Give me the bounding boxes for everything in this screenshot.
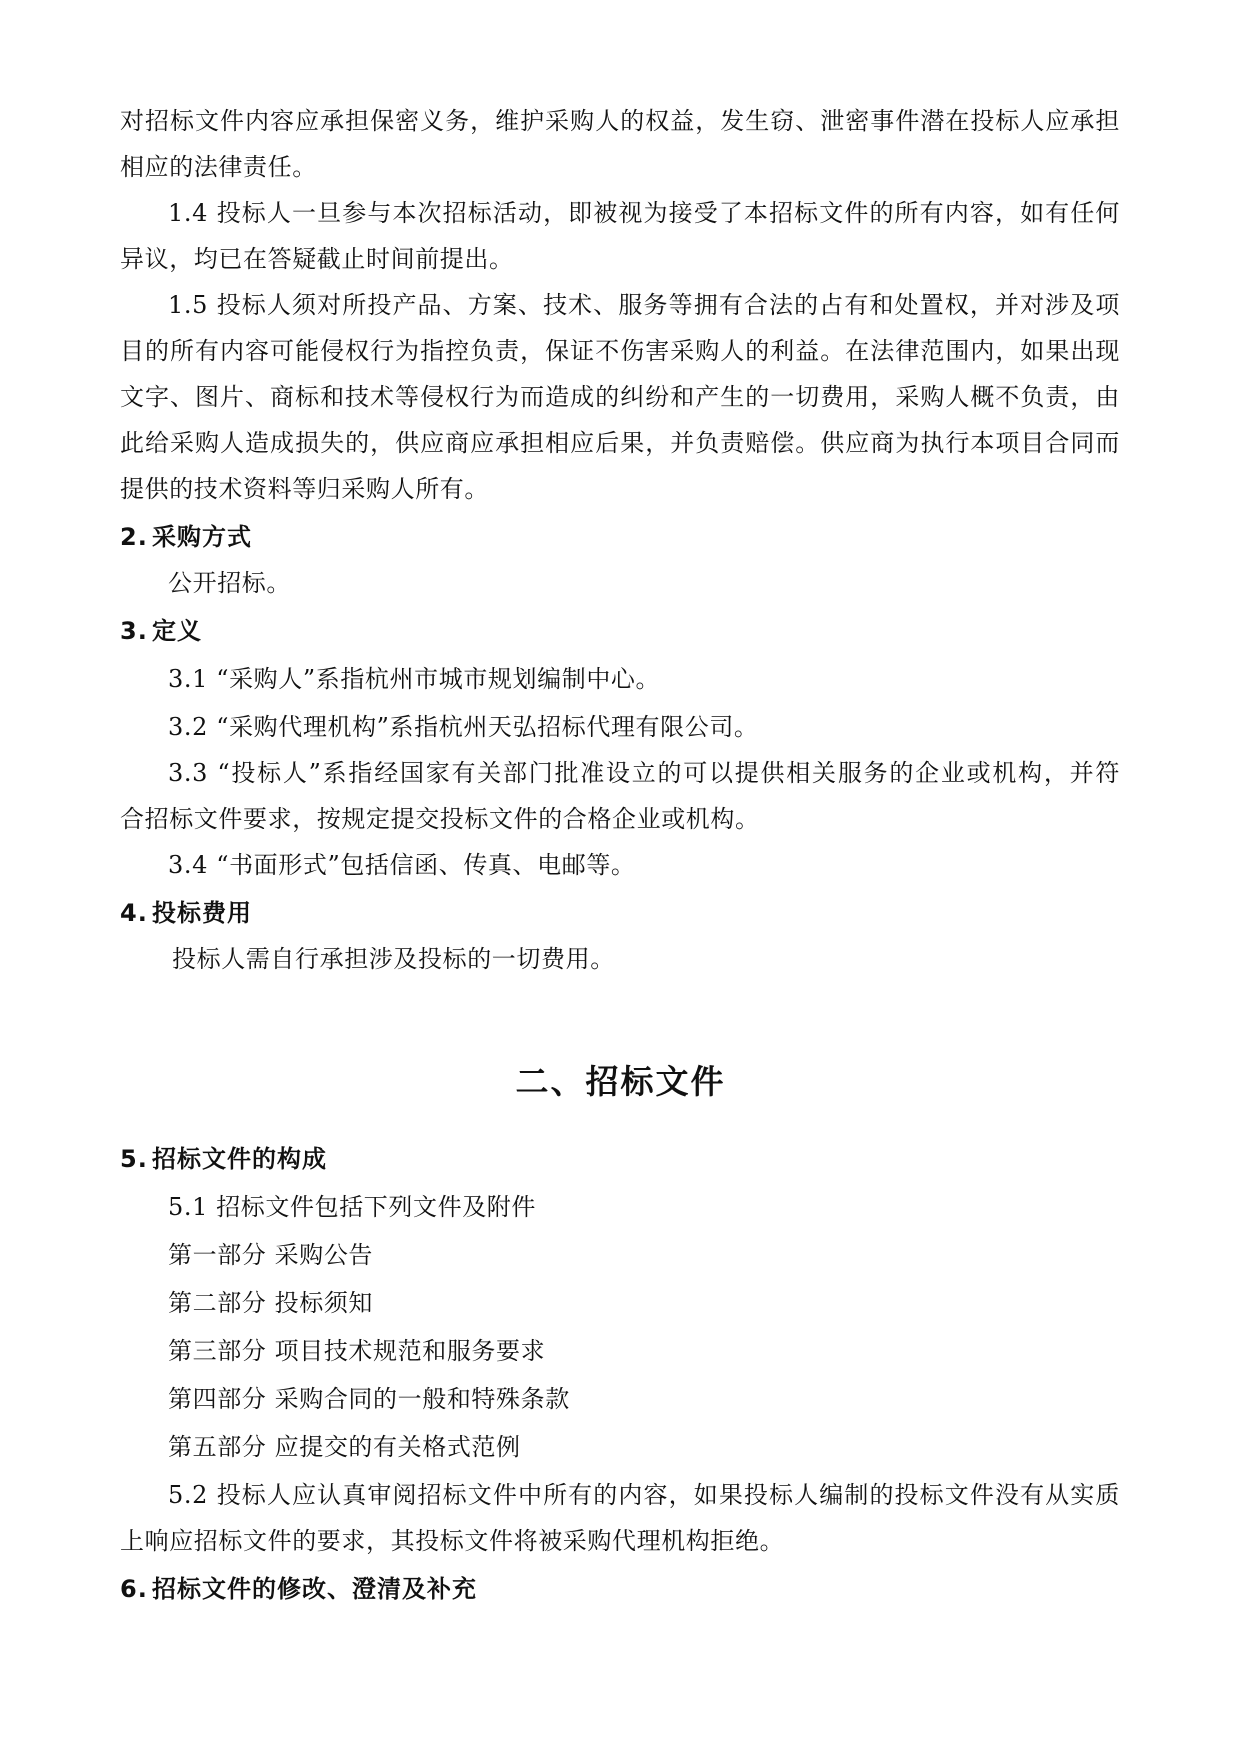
section-title: 定义 [152, 617, 202, 645]
section-number: 5. [120, 1145, 148, 1173]
chapter-title: 二、招标文件 [515, 1062, 726, 1101]
clause-1-5: 1.5 投标人须对所投产品、方案、技术、服务等拥有合法的占有和处置权，并对涉及项 [168, 291, 1120, 319]
section-heading-6 [120, 1572, 477, 1606]
clause-1-4: 1.4 投标人一旦参与本次招标活动，即被视为接受了本招标文件的所有内容，如有任何 [168, 199, 1120, 227]
list-item: 第三部分 项目技术规范和服务要求 [168, 1337, 546, 1365]
section-heading-5 [120, 1142, 327, 1176]
paragraph-line: 文字、图片、商标和技术等侵权行为而造成的纠纷和产生的一切费用，采购人概不负责，由 [120, 383, 1120, 411]
section-title: 投标费用 [152, 899, 252, 927]
paragraph-line: 此给采购人造成损失的，供应商应承担相应后果，并负责赔偿。供应商为执行本项目合同而 [120, 429, 1120, 457]
clause-3-1: 3.1 “采购人”系指杭州市城市规划编制中心。 [168, 665, 661, 693]
section-title: 招标文件的修改、澄清及补充 [152, 1575, 477, 1603]
clause-5-1: 5.1 招标文件包括下列文件及附件 [168, 1193, 536, 1221]
section-text: 投标人需自行承担涉及投标的一切费用。 [172, 945, 615, 973]
clause-3-2: 3.2 “采购代理机构”系指杭州天弘招标代理有限公司。 [168, 713, 759, 741]
paragraph-line: 相应的法律责任。 [120, 153, 317, 181]
list-item: 第五部分 应提交的有关格式范例 [168, 1433, 521, 1461]
section-number: 3. [120, 617, 148, 645]
list-item: 第四部分 采购合同的一般和特殊条款 [168, 1385, 570, 1413]
section-heading-3 [120, 614, 202, 648]
section-number: 6. [120, 1575, 148, 1603]
paragraph-line: 合招标文件要求，按规定提交投标文件的合格企业或机构。 [120, 805, 760, 833]
section-heading-4 [120, 896, 252, 930]
section-title: 招标文件的构成 [152, 1145, 327, 1173]
list-item: 第二部分 投标须知 [168, 1289, 374, 1317]
paragraph-line: 异议，均已在答疑截止时间前提出。 [120, 245, 514, 273]
paragraph-line: 对招标文件内容应承担保密义务，维护采购人的权益，发生窃、泄密事件潜在投标人应承担 [120, 107, 1120, 135]
section-number: 4. [120, 899, 148, 927]
paragraph-line: 上响应招标文件的要求，其投标文件将被采购代理机构拒绝。 [120, 1527, 785, 1555]
list-item: 第一部分 采购公告 [168, 1241, 374, 1269]
section-heading-2 [120, 520, 252, 554]
clause-5-2: 5.2 投标人应认真审阅招标文件中所有的内容，如果投标人编制的投标文件没有从实质 [168, 1481, 1120, 1509]
clause-3-3: 3.3 “投标人”系指经国家有关部门批准设立的可以提供相关服务的企业或机构，并符 [168, 759, 1120, 787]
paragraph-line: 提供的技术资料等归采购人所有。 [120, 475, 489, 503]
section-title: 采购方式 [152, 523, 252, 551]
section-number: 2. [120, 523, 148, 551]
clause-3-4: 3.4 “书面形式”包括信函、传真、电邮等。 [168, 851, 636, 879]
paragraph-line: 目的所有内容可能侵权行为指控负责，保证不伤害采购人的利益。在法律范围内，如果出现 [120, 337, 1120, 365]
section-text: 公开招标。 [168, 569, 291, 597]
